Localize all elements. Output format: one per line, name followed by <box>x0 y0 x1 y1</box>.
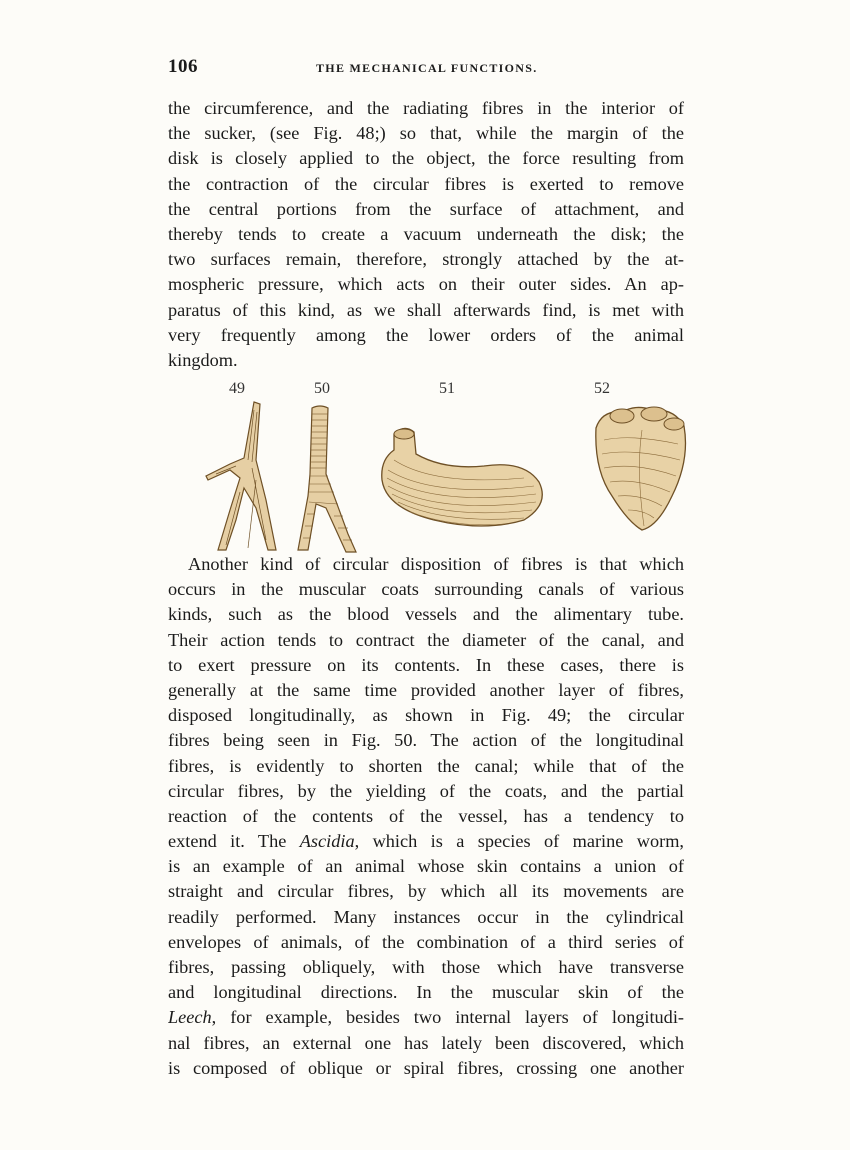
figure-label-52: 52 <box>594 380 610 397</box>
figure-label-49: 49 <box>229 380 245 397</box>
text-line: fibres being seen in Fig. 50. The action of the longitudinal <box>168 730 684 751</box>
text-line: to exert pressure on its contents. In these cases, there is <box>168 654 684 675</box>
text-line: disposed longitudinally, as shown in Fig. 49; the circular <box>168 705 684 726</box>
text-line: is composed of oblique or spiral fibres, crossing one another <box>168 1057 684 1078</box>
paragraph-2 <box>168 552 684 1081</box>
figure-52-ascidia-illustration <box>582 400 692 535</box>
text-line: straight and circular fibres, by which all its movements are <box>168 881 684 902</box>
text-line: fibres, is evidently to shorten the canal; while that of the <box>168 755 684 776</box>
text-line: two surfaces remain, therefore, strongly attached by the at- <box>168 249 684 270</box>
italic-term-leech: Leech <box>168 1007 212 1028</box>
text-line: thereby tends to create a vacuum underneath the disk; the <box>168 223 684 244</box>
text-fragment: extend it. The <box>168 831 300 852</box>
text-line: generally at the same time provided another layer of fibres, <box>168 679 684 700</box>
text-fragment: , for example, besides two internal layers of longitudi- <box>211 1007 684 1028</box>
text-line <box>168 829 684 854</box>
figure-49-branching-vessel-illustration <box>196 400 286 552</box>
running-head: THE MECHANICAL FUNCTIONS. <box>316 61 538 75</box>
text-line: the circumference, and the radiating fibres in the interior of <box>168 98 684 118</box>
italic-term-ascidia: Ascidia <box>299 831 355 852</box>
text-line: the sucker, (see Fig. 48;) so that, while the margin of the <box>168 123 684 144</box>
text-line: readily performed. Many instances occur in the cylindrical <box>168 906 684 927</box>
figure-label-51: 51 <box>439 380 455 397</box>
figure-label-50: 50 <box>314 380 330 397</box>
text-line: the contraction of the circular fibres is exerted to remove <box>168 173 684 194</box>
text-line: nal fibres, an external one has lately been discovered, which <box>168 1032 684 1053</box>
text-fragment: , which is a species of marine worm, <box>354 831 684 852</box>
text-line: fibres, passing obliquely, with those which have transverse <box>168 957 684 977</box>
text-line: kinds, such as the blood vessels and the alimentary tube. <box>168 604 684 625</box>
text-line <box>168 1005 684 1030</box>
paragraph-1 <box>168 96 684 373</box>
text-line: kingdom. <box>168 349 238 370</box>
text-line: very frequently among the lower orders of the animal <box>168 324 684 345</box>
text-line: circular fibres, by the yielding of the coats, and the partial <box>168 780 684 801</box>
text-line: the central portions from the surface of attachment, and <box>168 198 684 219</box>
text-line: reaction of the contents of the vessel, has a tendency to <box>168 805 684 826</box>
text-line: paratus of this kind, as we shall afterwards find, is met with <box>168 299 684 320</box>
text-line: mospheric pressure, which acts on their outer sides. An ap- <box>168 274 684 295</box>
text-line: and longitudinal directions. In the muscular skin of the <box>168 982 684 1003</box>
text-line: Another kind of circular disposition of fibres is that which <box>188 554 684 574</box>
page-header <box>168 56 684 80</box>
text-line: envelopes of animals, of the combination of a third series of <box>168 931 684 952</box>
page-number: 106 <box>168 56 198 77</box>
text-line: Their action tends to contract the diameter of the canal, and <box>168 629 684 650</box>
figure-50-circular-fibre-vessel-illustration <box>282 404 364 554</box>
text-line: is an example of an animal whose skin contains a union of <box>168 856 684 877</box>
text-line: disk is closely applied to the object, the force resulting from <box>168 148 684 169</box>
figure-51-stomach-illustration <box>374 420 554 530</box>
text-line: occurs in the muscular coats surrounding canals of various <box>168 579 684 600</box>
